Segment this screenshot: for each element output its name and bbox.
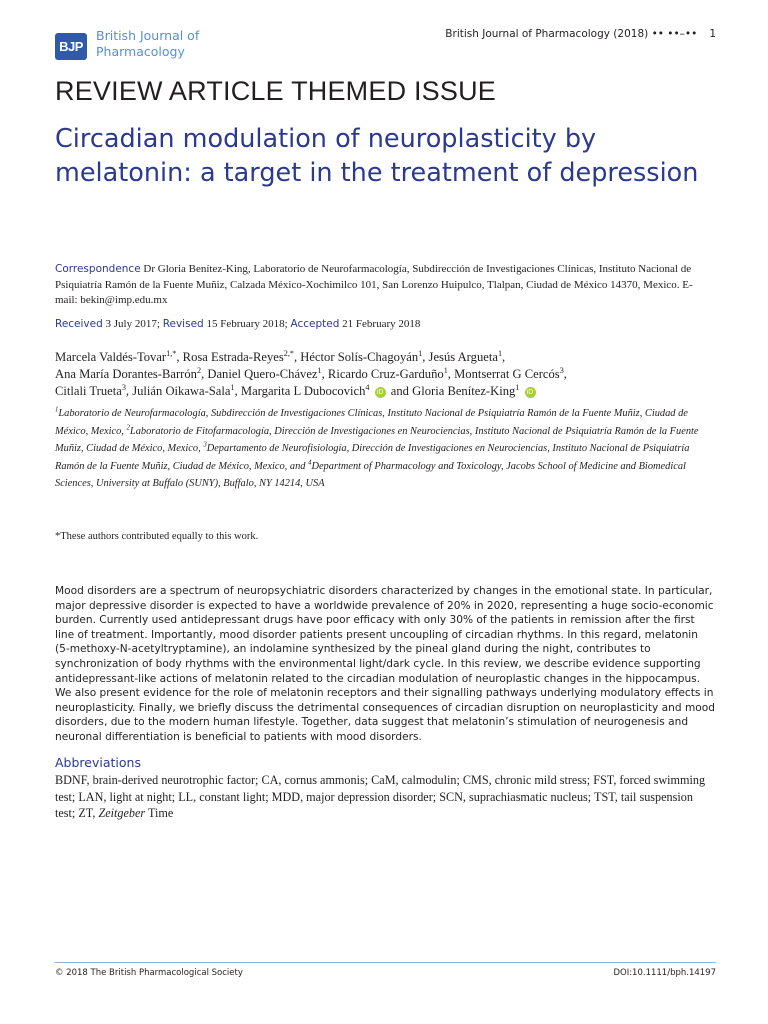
abstract: Mood disorders are a spectrum of neuropsychiatric disorders characterized by changes in the emotional state. In particular, major depressive disorder is expected to have a worldwide prevalence of 20% in 2020, representing a huge socio-economic burden. Currently used antidepressant drugs have poor efficacy with only 30% of the patients in remission after the first line of treatment. Importantly, mood disorder patients present uncoupling of circadian rhythms. In this regard, melatonin (5-methoxy-N-acetyltryptamine), an indolamine synthesized by the pineal gland during the night, contributes to synchronization of body rhythms with the environmental light/dark cycle. In this review, we describe evidence supporting antidepressant-like actions of melatonin related to the circadian modulation of neuroplastic changes in the hippocampus. We also present evidence for the role of melatonin receptors and their signalling pathways underlying modulatory effects in neuroplasticity. Finally, we briefly discuss the detrimental consequences of circadian disruption on neuroplasticity and mood disorders, due to the modern human lifestyle. Together, data suggest that melatonin’s stimulation of neurogenesis and neuronal differentiation is beneficial to patients with mood disorders. xyxy=(55,585,715,743)
article-dates: Received 3 July 2017; Revised 15 February 2018; Accepted 21 February 2018 xyxy=(55,318,421,330)
affiliation-marker: 2 xyxy=(126,424,130,432)
author[interactable]: Jesús Argueta$^1$ xyxy=(428,348,503,364)
correspondence-text: Dr Gloria Benítez-King, Laboratorio de Neurofarmacología, Subdirección de Investigaciones Clínicas, Instituto Nacional de Psiquiatría Ramón de la Fuente Muñiz, Calzada México-Xochimilco 101, San Lorenzo Huipulco, Tlalpan, Ciudad de México 14370, Mexico. E-mail: bekin@imp.edu.mx xyxy=(55,263,693,306)
affiliation-1: Laboratorio de Neurofarmacología, Subdirección de Investigaciones Clínicas, Instituto Nacional de Psiquiatría Ramón de la Fuente Muñiz, Ciudad de México, Mexico, xyxy=(55,408,688,437)
abbreviations-heading: Abbreviations xyxy=(55,755,141,770)
affiliation-3: Departamento de Neurofisiología, Dirección de Investigaciones en Neurociencias, Instituto Nacional de Psiquiatría Ramón de la Fuente Muñiz, Ciudad de México, Mexico, and xyxy=(55,443,690,472)
received-date: 3 July 2017 xyxy=(105,318,157,330)
correspondence xyxy=(55,262,715,309)
correspondence-label: Correspondence xyxy=(55,263,141,275)
author[interactable]: Montserrat G Cercós$^3$ xyxy=(454,365,564,381)
affiliation-marker: 4 xyxy=(308,459,312,467)
equal-contribution-note: *These authors contributed equally to this work. xyxy=(55,531,259,542)
author[interactable]: Ana María Dorantes-Barrón$^2$ xyxy=(55,365,202,381)
doi-link[interactable]: DOI:10.1111/bph.14197 xyxy=(613,968,716,978)
author[interactable]: Rosa Estrada-Reyes$^{2,*}$ xyxy=(182,348,294,364)
affiliations xyxy=(55,405,715,493)
abbreviations-text: BDNF, brain-derived neurotrophic factor; CA, cornus ammonis; CaM, calmodulin; CMS, chronic mild stress; FST, forced swimming test; LAN, light at night; LL, constant light; MDD, major depression disorder; SCN, suprachiasmatic nucleus; TST, tail suspension test; ZT, Zeitgeber Time xyxy=(55,773,706,820)
article-title: Circadian modulation of neuroplasticity by melatonin: a target in the treatment of depression xyxy=(55,124,699,188)
journal-name xyxy=(96,28,226,60)
article-type: REVIEW ARTICLE THEMED ISSUE xyxy=(55,76,496,106)
author[interactable]: Daniel Quero-Chávez$^1$ xyxy=(207,365,322,381)
journal-name-line2: Pharmacology xyxy=(96,44,185,59)
received-label: Received xyxy=(55,318,103,330)
orcid-icon[interactable]: iD xyxy=(375,387,386,398)
revised-label: Revised xyxy=(162,318,204,330)
accepted-label: Accepted xyxy=(290,318,340,330)
journal-name-line1: British Journal of xyxy=(96,28,200,43)
accepted-date: 21 February 2018 xyxy=(342,318,421,330)
revised-date: 15 February 2018 xyxy=(206,318,285,330)
author[interactable]: Citlali Trueta$^3$ xyxy=(55,382,126,398)
journal-logo: BJP xyxy=(55,33,87,60)
author-list: Marcela Valdés-Tovar$^{1,*}$, Rosa Estrada-Reyes$^{2,*}$, Héctor Solís-Chagoyán$^1$, Jesús Argueta$^1$, Ana María Dorantes-Barrón$^2$, Daniel Quero-Chávez$^1$, Ricardo Cruz-Garduño$^1$, Montserrat G Cercós$^3$, Citlali Trueta$^3$, Julián Oikawa-Sala$^1$, Margarita L Dubocovich$^4$ iD and Gloria Benítez-King$^1$ iD xyxy=(55,348,567,398)
copyright: © 2018 The British Pharmacological Society xyxy=(55,968,243,978)
author[interactable]: Héctor Solís-Chagoyán$^1$ xyxy=(300,348,423,364)
running-head-citation: British Journal of Pharmacology (2018) •• ••–•• xyxy=(445,28,698,40)
author[interactable]: Ricardo Cruz-Garduño$^1$ xyxy=(327,365,448,381)
author[interactable]: Marcela Valdés-Tovar$^{1,*}$ xyxy=(55,348,177,364)
affiliation-marker: 1 xyxy=(55,406,59,414)
affiliation-marker: 3 xyxy=(203,441,207,449)
footer-divider xyxy=(55,962,716,963)
author[interactable]: Gloria Benítez-King$^1$ xyxy=(412,382,520,398)
affiliation-4: Department of Pharmacology and Toxicology, Jacobs School of Medicine and Biomedical Sciences, University at Buffalo (SUNY), Buffalo, NY 14214, USA xyxy=(55,460,686,489)
affiliation-2: Laboratorio de Fitofarmacología, Dirección de Investigaciones en Neurociencias, Instituto Nacional de Psiquiatría Ramón de la Fuente Muñiz, Ciudad de México, Mexico, xyxy=(55,425,699,454)
author[interactable]: Julián Oikawa-Sala$^1$ xyxy=(132,382,235,398)
running-head xyxy=(445,28,716,40)
author[interactable]: Margarita L Dubocovich$^4$ xyxy=(240,382,370,398)
page-number: 1 xyxy=(709,28,716,40)
orcid-icon[interactable]: iD xyxy=(525,387,536,398)
